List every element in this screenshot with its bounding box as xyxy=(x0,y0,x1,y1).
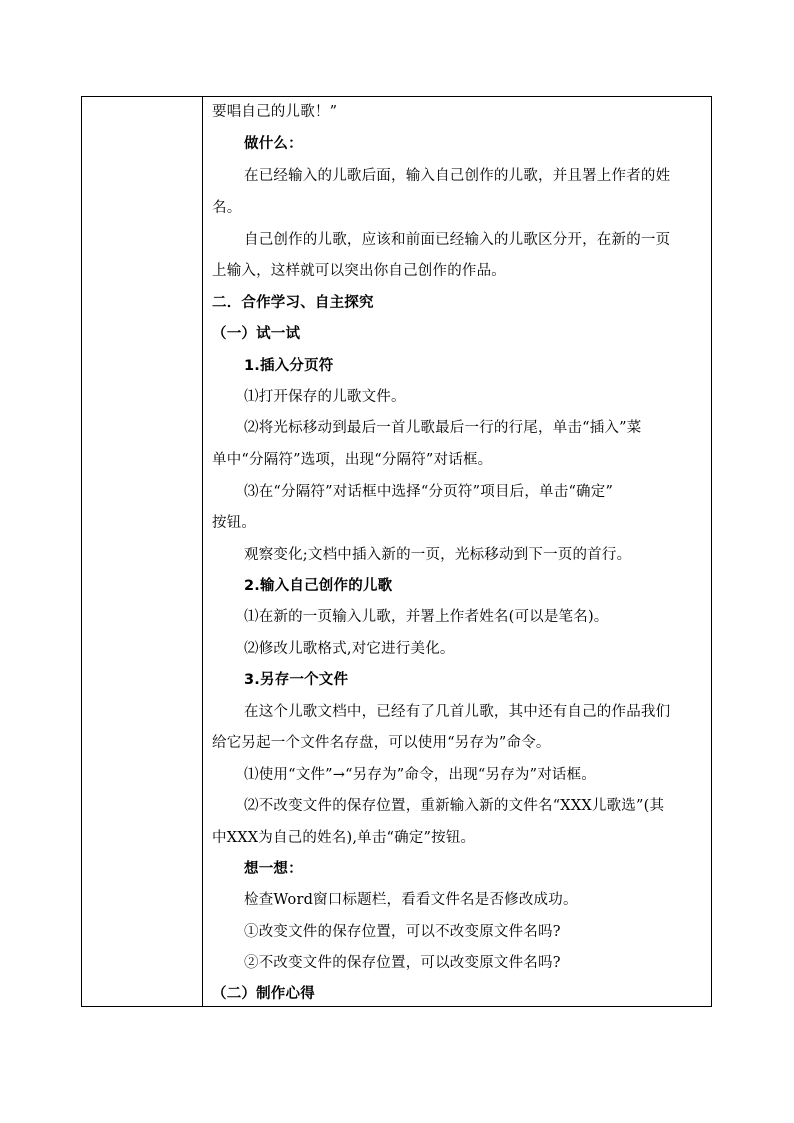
section-heading: 3.另存一个文件 xyxy=(244,672,349,688)
text-line: ⑶在“分隔符”对话框中选择“分页符”项目后，单击“确定” xyxy=(244,484,614,500)
text-line: 中XXX为自己的姓名),单击“确定”按钮。 xyxy=(212,830,476,846)
left-column-cell xyxy=(82,97,203,1006)
section-heading: 做什么： xyxy=(244,136,303,152)
text-line: ⑴在新的一页输入儿歌，并署上作者姓名(可以是笔名)。 xyxy=(244,609,609,625)
text-line: ⑴打开保存的儿歌文件。 xyxy=(244,389,406,405)
section-heading: 2.输入自己创作的儿歌 xyxy=(244,578,393,594)
text-line: 给它另起一个文件名存盘，可以使用“另存为”命令。 xyxy=(212,735,551,751)
text-line: 在这个儿歌文档中，已经有了几首儿歌，其中还有自己的作品我们 xyxy=(244,704,671,720)
text-line: 在已经输入的儿歌后面，输入自己创作的儿歌，并且署上作者的姓 xyxy=(244,168,671,184)
text-line: 单中“分隔符”选项，出现“分隔符”对话框。 xyxy=(212,452,493,468)
section-heading: 1.插入分页符 xyxy=(244,358,334,374)
text-line: ⑵将光标移动到最后一首儿歌最后一行的行尾，单击“插入”菜 xyxy=(244,420,642,436)
text-line: 名。 xyxy=(212,200,242,216)
section-heading: （二）制作心得 xyxy=(212,986,315,1002)
section-heading: 二．合作学习、自主探究 xyxy=(212,295,374,311)
text-line: 按钮。 xyxy=(212,515,257,531)
text-line: ⑵不改变文件的保存位置，重新输入新的文件名“XXX儿歌选”(其 xyxy=(244,798,665,814)
text-line: ⑴使用“文件”→“另存为”命令，出现“另存为”对话框。 xyxy=(244,767,597,783)
section-heading: （一）试一试 xyxy=(212,326,301,342)
text-line: ⑵修改儿歌格式,对它进行美化。 xyxy=(244,641,455,657)
text-line: 上输入，这样就可以突出你自己创作的作品。 xyxy=(212,263,506,279)
text-line: ②不改变文件的保存位置，可以改变原文件名吗? xyxy=(244,955,561,971)
content-cell xyxy=(204,97,711,1006)
section-heading: 想一想： xyxy=(244,861,303,877)
text-line: ①改变文件的保存位置，可以不改变原文件名吗? xyxy=(244,924,561,940)
lesson-table xyxy=(81,96,712,1007)
text-line: 要唱自己的儿歌！” xyxy=(212,104,338,120)
text-line: 自己创作的儿歌，应该和前面已经输入的儿歌区分开，在新的一页 xyxy=(244,232,671,248)
text-line: 检查Word窗口标题栏，看看文件名是否修改成功。 xyxy=(244,892,578,908)
text-line: 观察变化;文档中插入新的一页，光标移动到下一页的首行。 xyxy=(244,547,632,563)
